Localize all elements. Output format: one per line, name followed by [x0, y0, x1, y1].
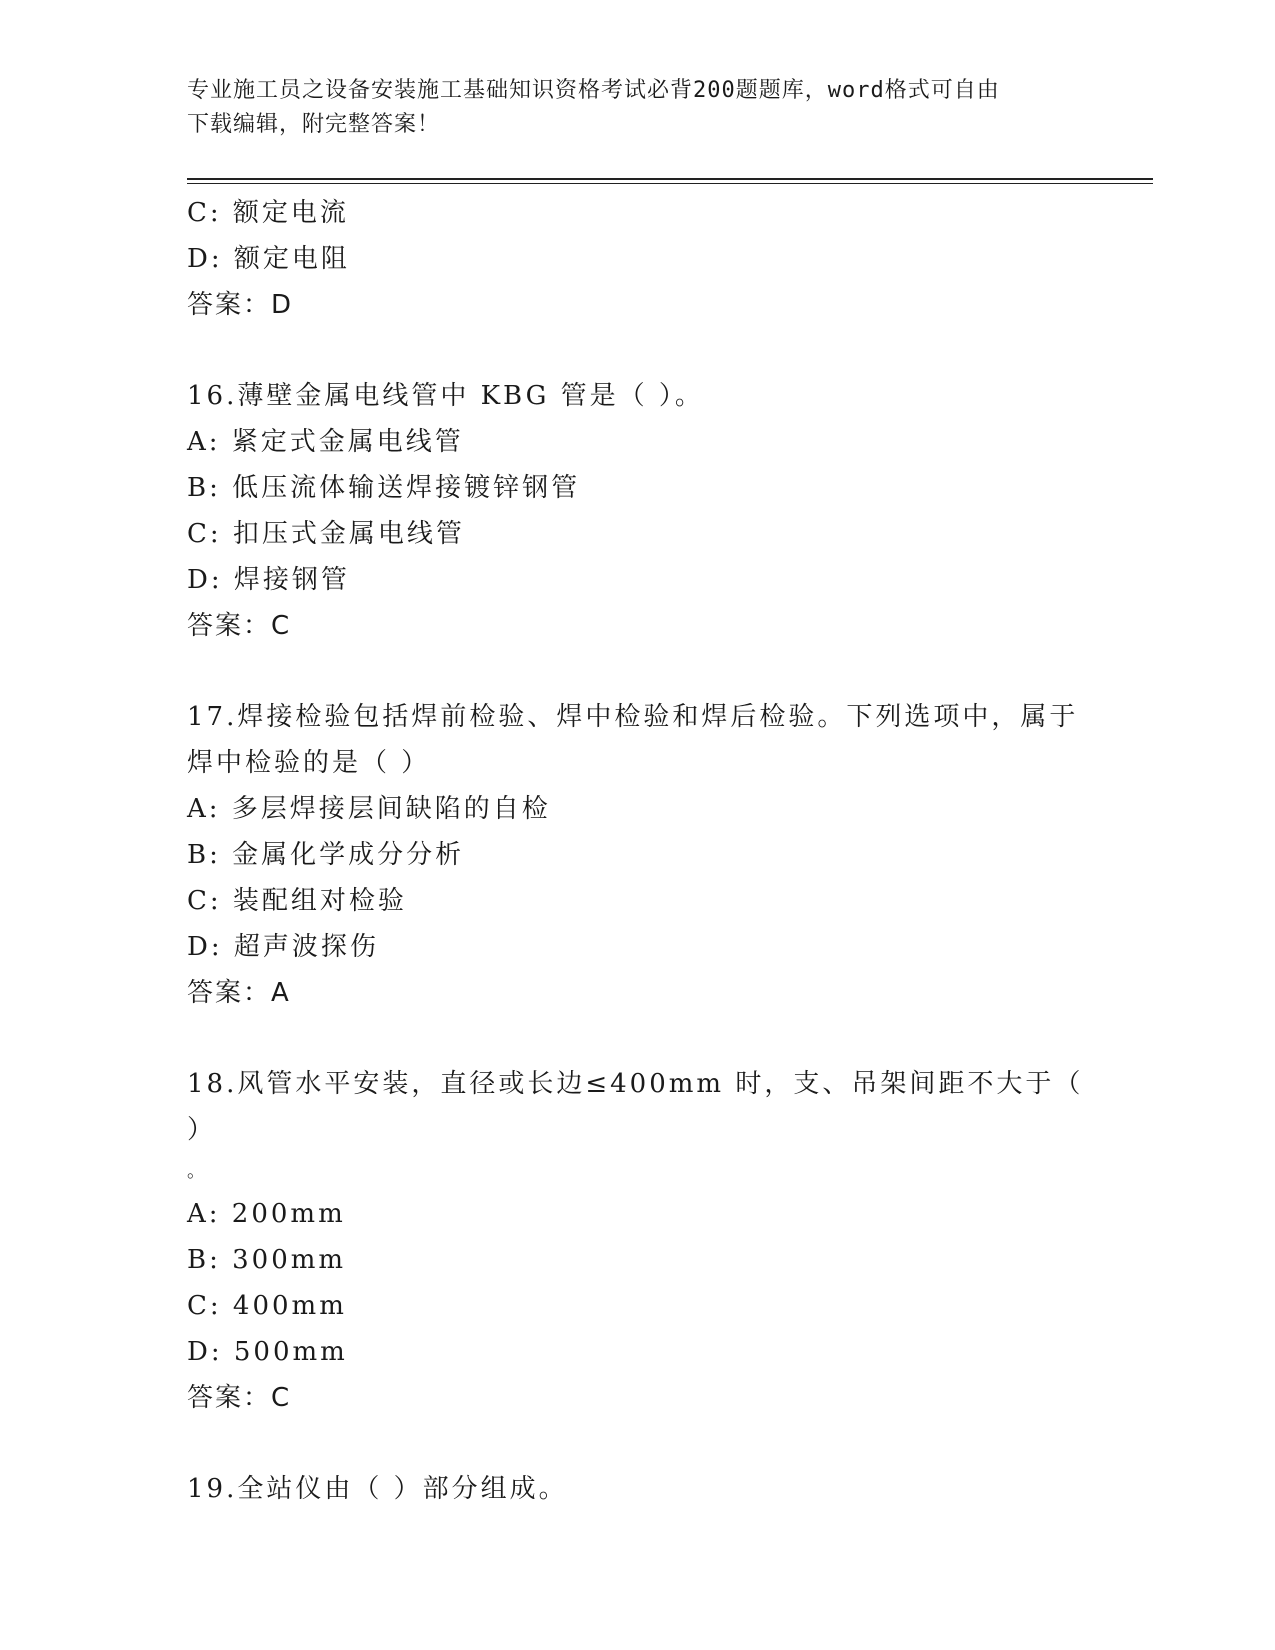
answer-line: 答案：D — [187, 290, 294, 320]
header-line-1: 专业施工员之设备安装施工基础知识资格考试必背200题题库，word格式可自由 — [187, 78, 1000, 103]
option-a: A: 紧定式金属电线管 — [187, 427, 464, 457]
question-17 — [187, 694, 1087, 1016]
question-19 — [187, 1466, 1087, 1512]
question-stem-line-1: 17.焊接检验包括焊前检验、焊中检验和焊后检验。下列选项中，属于 — [187, 702, 1079, 732]
option-b: B: 低压流体输送焊接镀锌钢管 — [187, 473, 581, 503]
question-list — [187, 190, 1087, 1512]
option-d: D: 超声波探伤 — [187, 932, 379, 962]
header-divider-thick — [187, 178, 1153, 180]
answer-line: 答案：C — [187, 611, 292, 641]
option-b: B: 300mm — [187, 1245, 347, 1275]
option-c: C: 额定电流 — [187, 198, 349, 228]
option-c: C: 装配组对检验 — [187, 886, 407, 916]
question-stem-line-1: 18.风管水平安装，直径或长边≤400mm 时，支、吊架间距不大于（ ） — [187, 1069, 1084, 1145]
option-b: B: 金属化学成分分析 — [187, 840, 465, 870]
option-d: D: 焊接钢管 — [187, 565, 350, 595]
option-a: A: 多层焊接层间缺陷的自检 — [187, 794, 551, 824]
option-c: C: 400mm — [187, 1291, 347, 1321]
question-18 — [187, 1061, 1087, 1421]
question-stem-line-2: 焊中检验的是（ ） — [187, 748, 431, 778]
header-line-2: 下载编辑，附完整答案！ — [187, 112, 441, 137]
option-a: A: 200mm — [187, 1199, 346, 1229]
question-15-tail — [187, 190, 1087, 328]
question-stem: 19.全站仪由（ ）部分组成。 — [187, 1474, 568, 1504]
answer-line: 答案：A — [187, 978, 291, 1008]
option-c: C: 扣压式金属电线管 — [187, 519, 465, 549]
header-divider-thin — [187, 183, 1153, 184]
question-stem: 16.薄壁金属电线管中 KBG 管是（ ）。 — [187, 381, 704, 411]
option-d: D: 500mm — [187, 1337, 348, 1367]
question-16 — [187, 373, 1087, 649]
document-header — [187, 74, 1087, 142]
question-stem-line-2: 。 — [187, 1161, 208, 1182]
answer-line: 答案：C — [187, 1383, 292, 1413]
option-d: D: 额定电阻 — [187, 244, 350, 274]
